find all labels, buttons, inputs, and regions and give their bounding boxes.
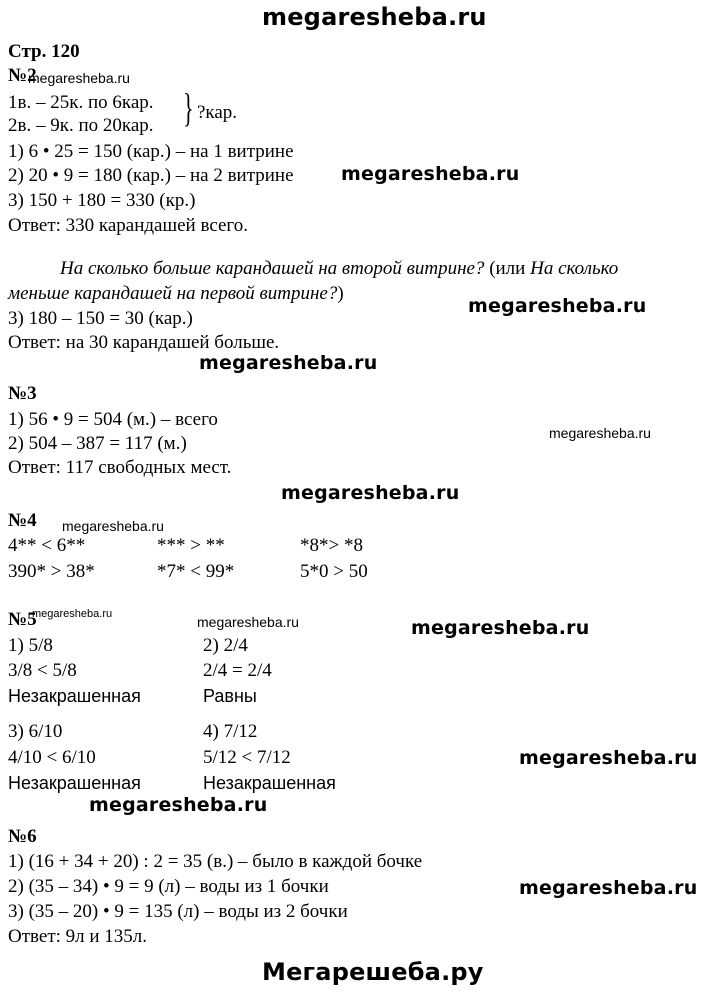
task5-item-1-result: Незакрашенная	[8, 686, 141, 706]
task5-item-2-result: Равны	[203, 686, 257, 706]
task2-step-2: 2) 20 • 9 = 180 (кар.) – на 2 витрине	[8, 165, 294, 186]
task6-step-3: 3) (35 – 20) • 9 = 135 (л) – воды из 2 бочки	[8, 901, 348, 922]
task5-item-2-compare: 2/4 = 2/4	[203, 660, 272, 681]
site-header: megaresheba.ru	[262, 3, 487, 31]
task6-step-1: 1) (16 + 34 + 20) : 2 = 35 (в.) – было в каждой бочке	[8, 851, 423, 872]
task2-number: №2	[8, 65, 37, 86]
task2-extra-question-part-4: меньше карандашей на первой витрине?	[8, 283, 338, 304]
task2-step-1: 1) 6 • 25 = 150 (кар.) – на 1 витрине	[8, 141, 294, 162]
task3-step-2: 2) 504 – 387 = 117 (м.)	[8, 433, 187, 454]
task2-answer-b: Ответ: на 30 карандашей больше.	[8, 332, 280, 353]
site-footer: Мегарешеба.ру	[262, 958, 484, 986]
task5-number: №5	[8, 609, 37, 630]
task2-extra-question-part-1: На сколько больше карандашей на второй витрине?	[60, 258, 485, 279]
watermark: megaresheba.ru	[199, 352, 378, 374]
task6-step-2: 2) (35 – 34) • 9 = 9 (л) – воды из 1 бочки	[8, 876, 329, 897]
task4-cell: 390* > 38*	[8, 561, 95, 582]
task4-cell: *** > **	[157, 535, 225, 556]
watermark: megaresheba.ru	[411, 617, 590, 639]
task5-item-2-label: 2) 2/4	[203, 635, 248, 656]
task3-number: №3	[8, 383, 37, 404]
task2-extra-question-part-3: На сколько	[530, 258, 619, 279]
watermark: megaresheba.ru	[32, 608, 113, 620]
task5-item-3-compare: 4/10 < 6/10	[8, 747, 96, 768]
watermark: megaresheba.ru	[468, 295, 647, 317]
watermark: megaresheba.ru	[281, 482, 460, 504]
task2-condition-1: 1в. – 25к. по 6кар.	[8, 92, 154, 113]
watermark: megaresheba.ru	[62, 518, 164, 534]
task4-cell: *7* < 99*	[157, 561, 235, 582]
task5-item-4-label: 4) 7/12	[203, 721, 258, 742]
task2-question: ?кар.	[197, 102, 238, 123]
task2-extra-question-line-2	[8, 284, 344, 303]
task5-item-4-compare: 5/12 < 7/12	[203, 747, 291, 768]
task3-answer: Ответ: 117 свободных мест.	[8, 457, 232, 478]
watermark: megaresheba.ru	[341, 163, 520, 185]
watermark: megaresheba.ru	[519, 747, 698, 769]
task4-cell: *8*> *8	[300, 535, 363, 556]
task4-number: №4	[8, 510, 37, 531]
task2-extra-question-part-2: (или	[484, 258, 531, 279]
task2-answer: Ответ: 330 карандашей всего.	[8, 215, 248, 236]
task3-step-1: 1) 56 • 9 = 504 (м.) – всего	[8, 409, 218, 430]
watermark: megaresheba.ru	[89, 794, 268, 816]
task5-item-4-result: Незакрашенная	[203, 773, 336, 793]
task4-cell: 5*0 > 50	[300, 561, 368, 582]
task2-extra-question-part-5: )	[337, 283, 344, 304]
task5-item-1-compare: 3/8 < 5/8	[8, 660, 77, 681]
watermark: megaresheba.ru	[519, 877, 698, 899]
task2-step-3b: 3) 180 – 150 = 30 (кар.)	[8, 308, 193, 329]
task2-condition-2: 2в. – 9к. по 20кар.	[8, 115, 154, 136]
task5-item-3-result: Незакрашенная	[8, 773, 141, 793]
page-label: Стр. 120	[8, 41, 80, 62]
watermark: megaresheba.ru	[549, 425, 651, 441]
task6-answer: Ответ: 9л и 135л.	[8, 926, 148, 947]
task2-step-3: 3) 150 + 180 = 330 (кр.)	[8, 190, 196, 211]
task5-item-1-label: 1) 5/8	[8, 635, 53, 656]
task2-extra-question-line-1	[60, 259, 618, 278]
task4-cell: 4** < 6**	[8, 535, 86, 556]
task6-number: №6	[8, 826, 37, 847]
watermark: megaresheba.ru	[197, 614, 299, 630]
watermark: megaresheba.ru	[28, 70, 130, 86]
task5-item-3-label: 3) 6/10	[8, 721, 63, 742]
task2-brace: }	[183, 85, 194, 130]
